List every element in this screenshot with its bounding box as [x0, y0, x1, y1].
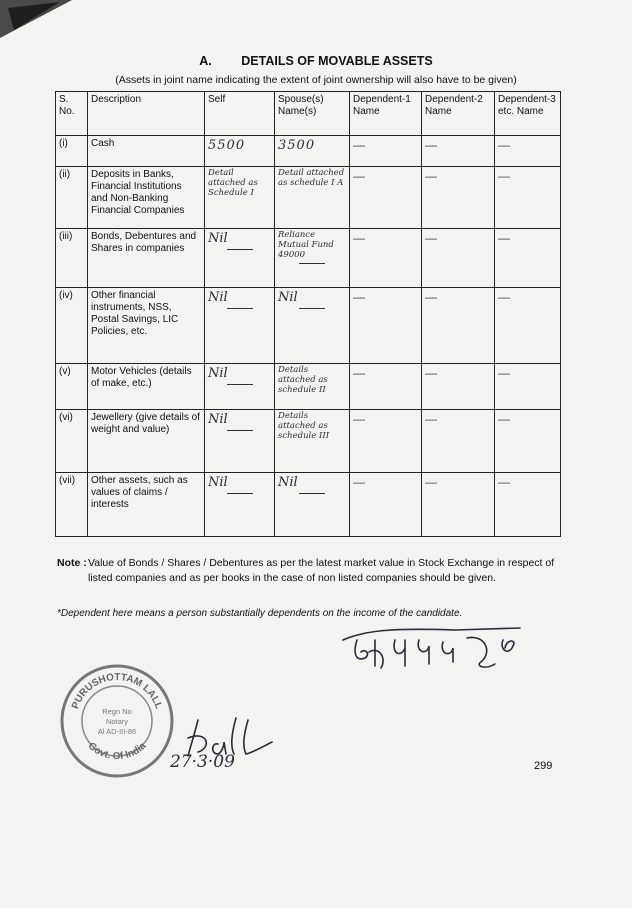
row-self-value — [205, 167, 275, 229]
row-description: Deposits in Banks, Financial Institutions and Non-Banking Financial Companies — [88, 167, 205, 229]
table-header-row — [56, 92, 561, 136]
movable-assets-table — [55, 91, 561, 537]
section-subtitle: (Assets in joint name indicating the extent of joint ownership will also have to be given) — [115, 74, 517, 86]
row-description: Other assets, such as values of claims / interests — [88, 473, 205, 537]
row-dep3-value: — — [495, 229, 561, 288]
page-number: 299 — [534, 760, 553, 772]
row-description: Motor Vehicles (details of make, etc.) — [88, 364, 205, 410]
table-row — [56, 136, 561, 167]
row-sno: (v) — [56, 364, 88, 410]
scan-corner-mark — [0, 0, 90, 60]
section-number: A. — [199, 54, 212, 68]
table-row — [56, 167, 561, 229]
self-note: Detail attached as Schedule I — [208, 168, 258, 198]
table-row — [56, 473, 561, 537]
col-header-self: Self — [205, 92, 275, 136]
handwritten-underline — [299, 308, 325, 309]
self-nil: Nil — [208, 366, 228, 381]
col-header-dependent-2: Dependent-2 Name — [422, 92, 495, 136]
col-header-sno: S. No. — [56, 92, 88, 136]
row-dep2-value: — — [422, 167, 495, 229]
row-spouse-value — [275, 288, 350, 364]
handwritten-underline — [299, 493, 325, 494]
row-sno: (iv) — [56, 288, 88, 364]
self-nil: Nil — [208, 412, 228, 427]
row-dep3-value: — — [495, 136, 561, 167]
table-row — [56, 229, 561, 288]
row-spouse-value — [275, 364, 350, 410]
seal-center-line-2: Notary — [105, 717, 129, 726]
spouse-nil: Nil — [278, 475, 298, 490]
col-header-spouse: Spouse(s) Name(s) — [275, 92, 350, 136]
spouse-amount: 3500 — [278, 138, 316, 153]
row-self-value — [205, 229, 275, 288]
row-sno: (ii) — [56, 167, 88, 229]
row-sno: (iii) — [56, 229, 88, 288]
self-nil: Nil — [208, 290, 228, 305]
row-self-value — [205, 288, 275, 364]
row-dep1-value: — — [350, 288, 422, 364]
candidate-signature — [335, 618, 525, 682]
table-row — [56, 288, 561, 364]
dependent-definition: *Dependent here means a person substantially dependents on the income of the candidate. — [57, 608, 463, 619]
row-spouse-value — [275, 136, 350, 167]
svg-text:Govt. Of India — [86, 740, 149, 762]
col-header-dependent-1: Dependent-1 Name — [350, 92, 422, 136]
col-header-dependent-3: Dependent-3 etc. Name — [495, 92, 561, 136]
valuation-note — [57, 556, 560, 586]
self-amount: 5500 — [208, 138, 246, 153]
row-self-value — [205, 364, 275, 410]
row-description: Bonds, Debentures and Shares in companies — [88, 229, 205, 288]
row-dep1-value: — — [350, 136, 422, 167]
notary-signature — [168, 712, 278, 786]
handwritten-underline — [227, 493, 253, 494]
handwritten-underline — [227, 430, 253, 431]
notary-seal — [58, 662, 176, 780]
seal-center-line-1: Regn No — [102, 707, 132, 716]
row-sno: (i) — [56, 136, 88, 167]
row-dep2-value: — — [422, 288, 495, 364]
row-dep2-value: — — [422, 229, 495, 288]
row-dep3-value: — — [495, 167, 561, 229]
row-dep1-value: — — [350, 410, 422, 473]
row-self-value — [205, 410, 275, 473]
row-dep2-value: — — [422, 410, 495, 473]
row-description: Other financial instruments, NSS, Postal Savings, LIC Policies, etc. — [88, 288, 205, 364]
table-row — [56, 410, 561, 473]
row-spouse-value — [275, 473, 350, 537]
row-dep1-value: — — [350, 364, 422, 410]
row-dep2-value: — — [422, 364, 495, 410]
row-dep1-value: — — [350, 167, 422, 229]
handwritten-underline — [227, 308, 253, 309]
spouse-note: Detail attached as schedule I A — [278, 168, 345, 188]
col-header-description: Description — [88, 92, 205, 136]
spouse-note: Reliance Mutual Fund 49000 — [278, 230, 334, 260]
seal-top-text: PURUSHOTTAM LALL — [70, 671, 164, 711]
section-heading: DETAILS OF MOVABLE ASSETS — [241, 54, 433, 68]
handwritten-underline — [227, 249, 253, 250]
signature-date: 27·3·09 — [170, 752, 235, 772]
row-dep1-value: — — [350, 473, 422, 537]
seal-center-line-3: Al AD-III-86 — [97, 727, 137, 736]
row-spouse-value — [275, 167, 350, 229]
self-nil: Nil — [208, 231, 228, 246]
handwritten-underline — [299, 263, 325, 264]
row-dep3-value: — — [495, 410, 561, 473]
note-label: Note : — [57, 557, 87, 569]
row-spouse-value — [275, 229, 350, 288]
note-text: Value of Bonds / Shares / Debentures as per the latest market value in Stock Exchange in respect of listed companies and as per books in the case of non listed companies should be given. — [88, 557, 555, 585]
row-dep1-value: — — [350, 229, 422, 288]
row-dep3-value: — — [495, 364, 561, 410]
row-spouse-value — [275, 410, 350, 473]
row-sno: (vii) — [56, 473, 88, 537]
spouse-note: Details attached as schedule II — [278, 365, 328, 395]
row-dep3-value: — — [495, 473, 561, 537]
row-sno: (vi) — [56, 410, 88, 473]
row-self-value — [205, 473, 275, 537]
row-dep2-value: — — [422, 473, 495, 537]
seal-bottom-text: Govt. Of India — [85, 740, 149, 763]
table-row — [56, 364, 561, 410]
row-self-value — [205, 136, 275, 167]
section-title — [0, 54, 632, 68]
spouse-note: Details attached as schedule III — [278, 411, 330, 441]
row-description: Jewellery (give details of weight and value) — [88, 410, 205, 473]
self-nil: Nil — [208, 475, 228, 490]
row-dep2-value: — — [422, 136, 495, 167]
row-description: Cash — [88, 136, 205, 167]
spouse-nil: Nil — [278, 290, 298, 305]
row-dep3-value: — — [495, 288, 561, 364]
handwritten-underline — [227, 384, 253, 385]
